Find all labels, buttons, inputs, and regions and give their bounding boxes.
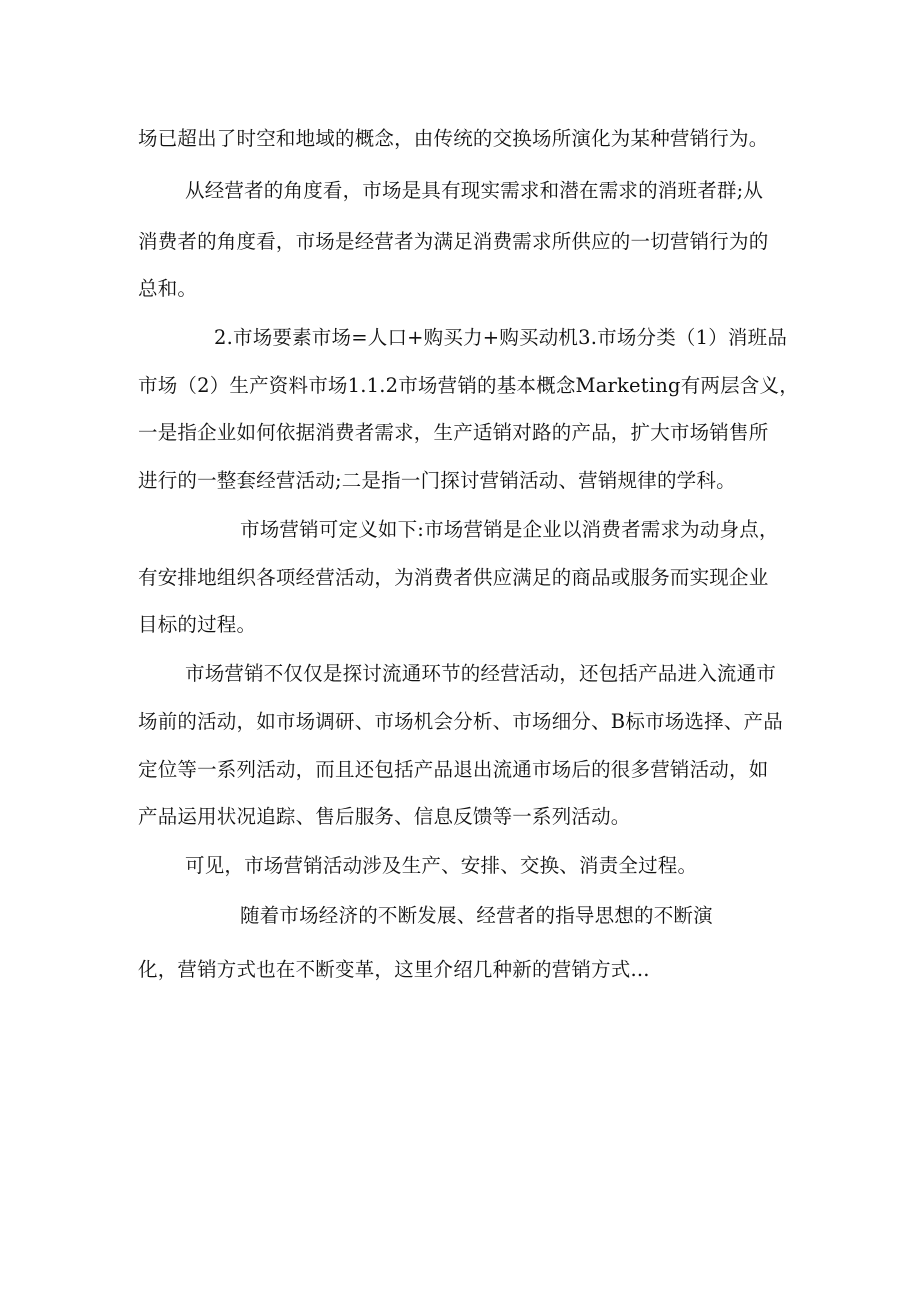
paragraph-5-line-1: 市场营销不仅仅是探讨流通环节的经营活动，还包括产品进入流通市 <box>185 662 777 685</box>
paragraph-4-line-2: 有安排地组织各项经营活动，为消费者供应满足的商品或服务而实现企业 <box>138 566 769 589</box>
paragraph-5-line-2: 场前的活动，如市场调研、市场机会分析、市场细分、B标市场选择、产品 <box>138 710 783 733</box>
paragraph-5-line-3: 定位等一系列活动，而且还包括产品退出流通市场后的很多营销活动，如 <box>138 758 769 781</box>
paragraph-3-line-2: 市场（2）生产资料市场1.1.2市场营销的基本概念Marketing有两层含义， <box>138 374 799 397</box>
paragraph-1-line-1: 场已超出了时空和地域的概念，由传统的交换场所演化为某种营销行为。 <box>138 127 769 150</box>
paragraph-7-line-2: 化，营销方式也在不断变革，这里介绍几种新的营销方式... <box>138 958 650 981</box>
paragraph-4-line-1: 市场营销可定义如下:市场营销是企业以消费者需求为动身点， <box>240 518 779 541</box>
paragraph-2-line-2: 消费者的角度看，市场是经营者为满足消费需求所供应的一切营销行为的 <box>138 230 769 253</box>
paragraph-4-line-3: 目标的过程。 <box>138 613 257 636</box>
paragraph-2-line-1: 从经营者的角度看，市场是具有现实需求和潜在需求的消班者群;从 <box>185 179 764 202</box>
paragraph-7-line-1: 随着市场经济的不断发展、经营者的指导思想的不断演 <box>240 904 713 927</box>
paragraph-2-line-3: 总和。 <box>138 277 198 300</box>
paragraph-6-line-1: 可见，市场营销活动涉及生产、安排、交换、消责全过程。 <box>185 854 698 877</box>
paragraph-3-line-1: 2.市场要素市场=人口+购买力+购买动机3.市场分类（1）消班品 <box>214 326 788 349</box>
paragraph-5-line-4: 产品运用状况追踪、售后服务、信息反馈等一系列活动。 <box>138 805 631 828</box>
paragraph-3-line-4: 进行的一整套经营活动;二是指一门探讨营销活动、营销规律的学科。 <box>138 469 736 492</box>
paragraph-3-line-3: 一是指企业如何依据消费者需求，生产适销对路的产品，扩大市场销售所 <box>138 421 769 444</box>
